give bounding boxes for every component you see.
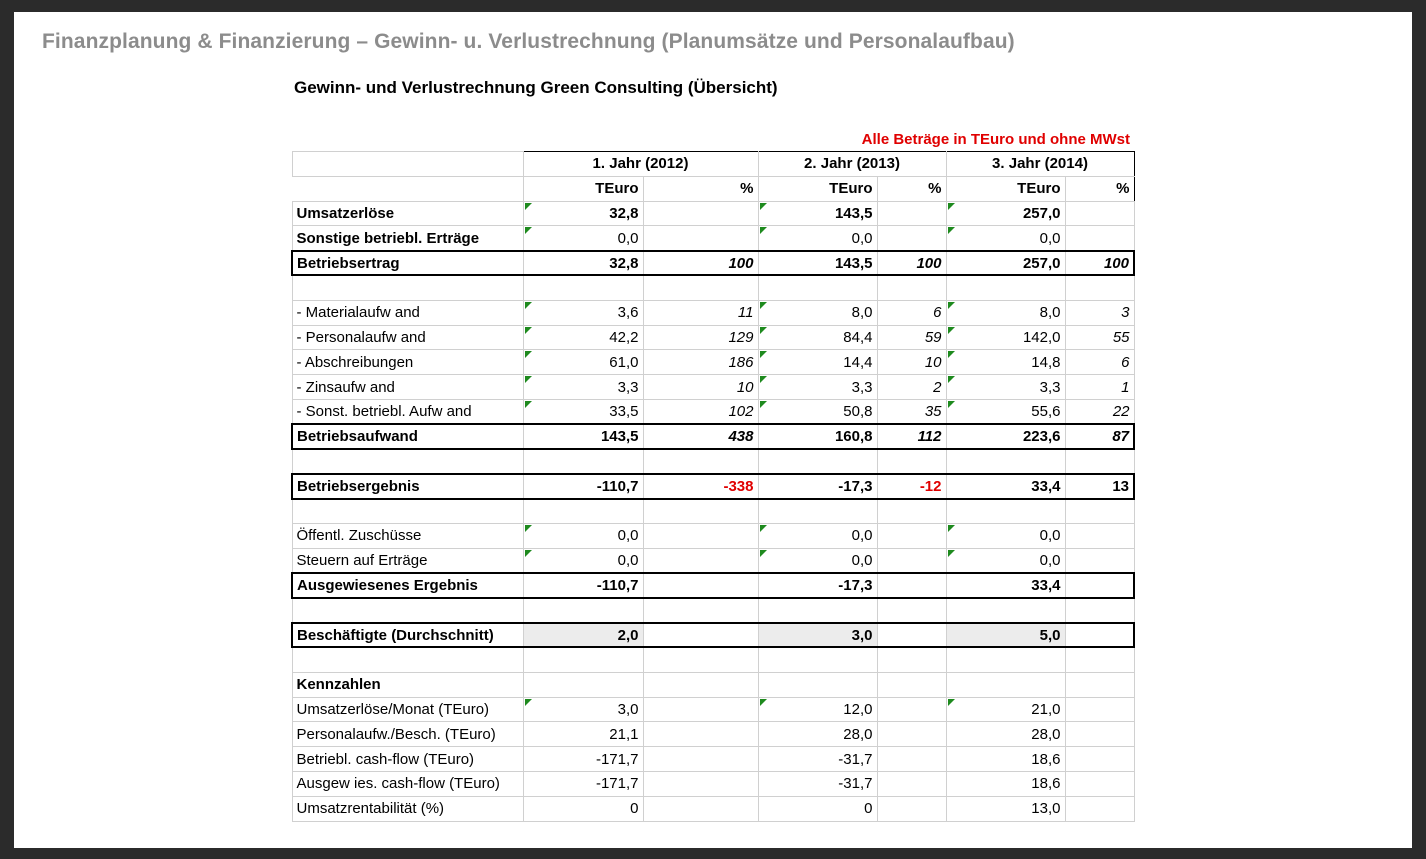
- teuro-header: TEuro: [523, 176, 643, 201]
- value-cell: 33,5: [523, 399, 643, 424]
- value-cell: 5,0: [946, 623, 1065, 648]
- row-label: - Zinsaufw and: [292, 375, 523, 400]
- spacer-row: [292, 449, 1134, 474]
- value-cell: 0,0: [523, 548, 643, 573]
- spacer-row: [292, 598, 1134, 623]
- value-cell: -17,3: [758, 474, 877, 499]
- percent-cell: [877, 523, 946, 548]
- value-cell: 3,6: [523, 300, 643, 325]
- percent-cell: 100: [877, 251, 946, 276]
- row-beschaeftigte: [292, 623, 1134, 648]
- value-cell: 0: [523, 796, 643, 821]
- row-steuern: [292, 548, 1134, 573]
- value-cell: 50,8: [758, 399, 877, 424]
- kennzahl-row: [292, 747, 1134, 772]
- percent-cell: [1065, 523, 1134, 548]
- percent-cell: [643, 623, 758, 648]
- comment-marker-icon: [948, 203, 955, 210]
- comment-marker-icon: [760, 376, 767, 383]
- percent-cell: 102: [643, 399, 758, 424]
- teuro-header: TEuro: [946, 176, 1065, 201]
- row-label: Umsatzrentabilität (%): [292, 796, 523, 821]
- value-cell: 160,8: [758, 424, 877, 449]
- percent-cell: [1065, 201, 1134, 226]
- value-cell: 0,0: [946, 548, 1065, 573]
- value-cell: 14,8: [946, 350, 1065, 375]
- row-label: Beschäftigte (Durchschnitt): [292, 623, 523, 648]
- comment-marker-icon: [948, 525, 955, 532]
- percent-cell: [643, 201, 758, 226]
- row-abschreibungen: [292, 350, 1134, 375]
- section-heading: Kennzahlen: [292, 672, 523, 697]
- comment-marker-icon: [525, 525, 532, 532]
- comment-marker-icon: [948, 550, 955, 557]
- comment-marker-icon: [948, 401, 955, 408]
- comment-marker-icon: [525, 550, 532, 557]
- percent-header: %: [877, 176, 946, 201]
- comment-marker-icon: [525, 302, 532, 309]
- row-label: Ausgew ies. cash-flow (TEuro): [292, 771, 523, 796]
- comment-marker-icon: [525, 376, 532, 383]
- sheet-title: Gewinn- und Verlustrechnung Green Consulting (Übersicht): [294, 78, 778, 97]
- year-3-header: 3. Jahr (2014): [946, 152, 1134, 177]
- percent-header: %: [1065, 176, 1134, 201]
- percent-cell: [643, 548, 758, 573]
- percent-cell: [643, 523, 758, 548]
- value-cell: 32,8: [523, 251, 643, 276]
- row-label: Betriebsertrag: [292, 251, 523, 276]
- value-cell: 21,1: [523, 722, 643, 747]
- value-cell: 3,3: [946, 375, 1065, 400]
- currency-note: Alle Beträge in TEuro und ohne MWst: [861, 131, 1130, 148]
- comment-marker-icon: [948, 699, 955, 706]
- kennzahlen-heading-row: [292, 672, 1134, 697]
- row-zinsaufwand: [292, 375, 1134, 400]
- value-cell: 13,0: [946, 796, 1065, 821]
- comment-marker-icon: [948, 351, 955, 358]
- percent-cell: [877, 623, 946, 648]
- spacer-row: [292, 275, 1134, 300]
- spacer-row: [292, 647, 1134, 672]
- percent-cell: 35: [877, 399, 946, 424]
- row-label: Betriebl. cash-flow (TEuro): [292, 747, 523, 772]
- row-label: - Sonst. betriebl. Aufw and: [292, 399, 523, 424]
- value-cell: 55,6: [946, 399, 1065, 424]
- row-personalaufwand: [292, 325, 1134, 350]
- value-cell: 223,6: [946, 424, 1065, 449]
- value-cell: 21,0: [946, 697, 1065, 722]
- value-cell: 143,5: [523, 424, 643, 449]
- value-cell: 0,0: [946, 523, 1065, 548]
- unit-header-row: [292, 176, 1134, 201]
- percent-cell: 186: [643, 350, 758, 375]
- value-cell: 28,0: [946, 722, 1065, 747]
- comment-marker-icon: [525, 203, 532, 210]
- row-sonstige-ertraege: [292, 226, 1134, 251]
- value-cell: 257,0: [946, 201, 1065, 226]
- comment-marker-icon: [760, 525, 767, 532]
- row-betriebsaufwand: [292, 424, 1134, 449]
- row-label: Umsatzerlöse/Monat (TEuro): [292, 697, 523, 722]
- percent-cell: 6: [1065, 350, 1134, 375]
- row-label: Sonstige betriebl. Erträge: [292, 226, 523, 251]
- comment-marker-icon: [760, 302, 767, 309]
- comment-marker-icon: [525, 401, 532, 408]
- percent-cell: 129: [643, 325, 758, 350]
- percent-cell: 112: [877, 424, 946, 449]
- teuro-header: TEuro: [758, 176, 877, 201]
- comment-marker-icon: [948, 302, 955, 309]
- percent-cell: -12: [877, 474, 946, 499]
- value-cell: 61,0: [523, 350, 643, 375]
- value-cell: 3,3: [523, 375, 643, 400]
- percent-cell: [877, 226, 946, 251]
- percent-cell: 1: [1065, 375, 1134, 400]
- comment-marker-icon: [760, 550, 767, 557]
- percent-cell: 22: [1065, 399, 1134, 424]
- value-cell: -171,7: [523, 747, 643, 772]
- kennzahl-row: [292, 796, 1134, 821]
- value-cell: 28,0: [758, 722, 877, 747]
- percent-cell: [643, 226, 758, 251]
- value-cell: 257,0: [946, 251, 1065, 276]
- value-cell: 12,0: [758, 697, 877, 722]
- row-sonst-aufwand: [292, 399, 1134, 424]
- value-cell: 84,4: [758, 325, 877, 350]
- value-cell: 14,4: [758, 350, 877, 375]
- percent-cell: [643, 573, 758, 598]
- comment-marker-icon: [525, 699, 532, 706]
- row-label: Betriebsaufwand: [292, 424, 523, 449]
- value-cell: 0,0: [758, 523, 877, 548]
- percent-cell: 55: [1065, 325, 1134, 350]
- year-header-row: [292, 152, 1134, 177]
- year-2-header: 2. Jahr (2013): [758, 152, 946, 177]
- percent-cell: 3: [1065, 300, 1134, 325]
- comment-marker-icon: [760, 351, 767, 358]
- kennzahl-row: [292, 697, 1134, 722]
- comment-marker-icon: [760, 203, 767, 210]
- value-cell: 142,0: [946, 325, 1065, 350]
- value-cell: -17,3: [758, 573, 877, 598]
- value-cell: 42,2: [523, 325, 643, 350]
- row-label: Steuern auf Erträge: [292, 548, 523, 573]
- comment-marker-icon: [760, 227, 767, 234]
- value-cell: -31,7: [758, 747, 877, 772]
- value-cell: 0: [758, 796, 877, 821]
- comment-marker-icon: [948, 376, 955, 383]
- value-cell: 33,4: [946, 573, 1065, 598]
- percent-cell: [1065, 226, 1134, 251]
- percent-cell: 13: [1065, 474, 1134, 499]
- row-betriebsertrag: [292, 251, 1134, 276]
- percent-header: %: [643, 176, 758, 201]
- value-cell: 3,0: [523, 697, 643, 722]
- row-label: Ausgewiesenes Ergebnis: [292, 573, 523, 598]
- comment-marker-icon: [760, 327, 767, 334]
- slide: [14, 12, 1412, 848]
- row-materialaufwand: [292, 300, 1134, 325]
- percent-cell: 100: [1065, 251, 1134, 276]
- slide-title: Finanzplanung & Finanzierung – Gewinn- u. Verlustrechnung (Planumsätze und Personalaufbau): [42, 30, 1015, 53]
- value-cell: 0,0: [758, 548, 877, 573]
- row-betriebsergebnis: [292, 474, 1134, 499]
- percent-cell: -338: [643, 474, 758, 499]
- value-cell: 8,0: [758, 300, 877, 325]
- percent-cell: [1065, 573, 1134, 598]
- comment-marker-icon: [525, 351, 532, 358]
- value-cell: 3,0: [758, 623, 877, 648]
- percent-cell: 10: [643, 375, 758, 400]
- comment-marker-icon: [948, 327, 955, 334]
- percent-cell: 10: [877, 350, 946, 375]
- year-1-header: 1. Jahr (2012): [523, 152, 758, 177]
- kennzahl-row: [292, 771, 1134, 796]
- row-label: Öffentl. Zuschüsse: [292, 523, 523, 548]
- row-label: Umsatzerlöse: [292, 201, 523, 226]
- kennzahl-row: [292, 722, 1134, 747]
- value-cell: 0,0: [523, 523, 643, 548]
- value-cell: 32,8: [523, 201, 643, 226]
- row-label: - Personalaufw and: [292, 325, 523, 350]
- percent-cell: [877, 548, 946, 573]
- value-cell: 18,6: [946, 771, 1065, 796]
- percent-cell: [1065, 548, 1134, 573]
- value-cell: 3,3: [758, 375, 877, 400]
- value-cell: 0,0: [523, 226, 643, 251]
- row-umsatzerloese: [292, 201, 1134, 226]
- value-cell: 2,0: [523, 623, 643, 648]
- percent-cell: [1065, 623, 1134, 648]
- value-cell: -171,7: [523, 771, 643, 796]
- pl-table: [291, 151, 1135, 822]
- percent-cell: 2: [877, 375, 946, 400]
- value-cell: 0,0: [758, 226, 877, 251]
- row-label: - Abschreibungen: [292, 350, 523, 375]
- percent-cell: [877, 201, 946, 226]
- percent-cell: 11: [643, 300, 758, 325]
- percent-cell: 438: [643, 424, 758, 449]
- spacer-row: [292, 499, 1134, 524]
- row-zuschuesse: [292, 523, 1134, 548]
- row-ausgewiesenes-ergebnis: [292, 573, 1134, 598]
- row-label: Personalaufw./Besch. (TEuro): [292, 722, 523, 747]
- value-cell: 0,0: [946, 226, 1065, 251]
- value-cell: 143,5: [758, 251, 877, 276]
- comment-marker-icon: [525, 227, 532, 234]
- comment-marker-icon: [948, 227, 955, 234]
- comment-marker-icon: [760, 401, 767, 408]
- percent-cell: 6: [877, 300, 946, 325]
- value-cell: -110,7: [523, 573, 643, 598]
- value-cell: 8,0: [946, 300, 1065, 325]
- percent-cell: 100: [643, 251, 758, 276]
- value-cell: -110,7: [523, 474, 643, 499]
- row-label: Betriebsergebnis: [292, 474, 523, 499]
- value-cell: 18,6: [946, 747, 1065, 772]
- comment-marker-icon: [525, 327, 532, 334]
- percent-cell: 87: [1065, 424, 1134, 449]
- percent-cell: 59: [877, 325, 946, 350]
- value-cell: 33,4: [946, 474, 1065, 499]
- value-cell: 143,5: [758, 201, 877, 226]
- percent-cell: [877, 573, 946, 598]
- comment-marker-icon: [760, 699, 767, 706]
- value-cell: -31,7: [758, 771, 877, 796]
- row-label: - Materialaufw and: [292, 300, 523, 325]
